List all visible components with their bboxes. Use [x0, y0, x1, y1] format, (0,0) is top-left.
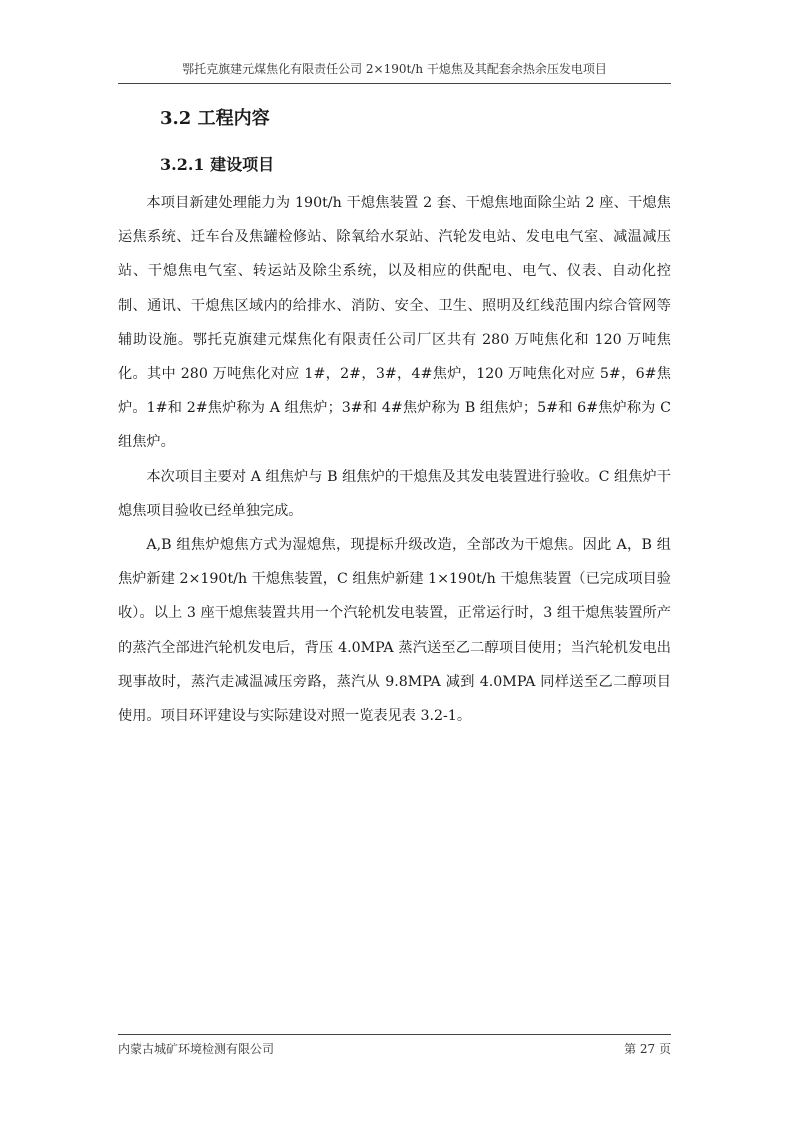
body-text — [118, 186, 671, 733]
footer-company: 内蒙古城矿环境检测有限公司 — [118, 1042, 275, 1056]
paragraph-3: A,B 组焦炉熄焦方式为湿熄焦，现提标升级改造，全部改为干熄焦。因此 A，B 组焦炉新建 2×190t/h 干熄焦装置，C 组焦炉新建 1×190t/h 干熄焦装置（已完成项目验收）。以上 3 座干熄焦装置共用一个汽轮机发电装置，正常运行时，3 组干熄焦装置所产的蒸汽全部进汽轮机发电后，背压 4.0MPA 蒸汽送至乙二醇项目使用；当汽轮机发电出现事故时，蒸汽走减温减压旁路，蒸汽从 9.8MPA 减到 4.0MPA 同样送至乙二醇项目使用。项目环评建设与实际建设对照一览表见表 3.2-1。 — [118, 537, 671, 725]
page-number: 第 27 页 — [624, 1042, 671, 1056]
paragraph-1: 本项目新建处理能力为 190t/h 干熄焦装置 2 套、干熄焦地面除尘站 2 座、干熄焦运焦系统、迁车台及焦罐检修站、除氧给水泵站、汽轮发电站、发电电气室、减温减压站、干熄焦电气室、转运站及除尘系统，以及相应的供配电、电气、仪表、自动化控制、通讯、干熄焦区域内的给排水、消防、安全、卫生、照明及红线范围内综合管网等辅助设施。鄂托克旗建元煤焦化有限责任公司厂区共有 280 万吨焦化和 120 万吨焦化。其中 280 万吨焦化对应 1#，2#，3#，4#焦炉，120 万吨焦化对应 5#，6#焦炉。1#和 2#焦炉称为 A 组焦炉；3#和 4#焦炉称为 B 组焦炉；5#和 6#焦炉称为 C 组焦炉。 — [118, 195, 671, 451]
page-header-title: 鄂托克旗建元煤焦化有限责任公司 2×190t/h 干熄焦及其配套余热余压发电项目 — [182, 62, 607, 76]
paragraph-2: 本次项目主要对 A 组焦炉与 B 组焦炉的干熄焦及其发电装置进行验收。C 组焦炉干熄焦项目验收已经单独完成。 — [118, 468, 671, 519]
section-heading: 3.2 工程内容 — [160, 108, 270, 129]
subsection-heading: 3.2.1 建设项目 — [160, 155, 275, 174]
footer-divider — [118, 1034, 671, 1035]
header-divider — [118, 83, 671, 84]
